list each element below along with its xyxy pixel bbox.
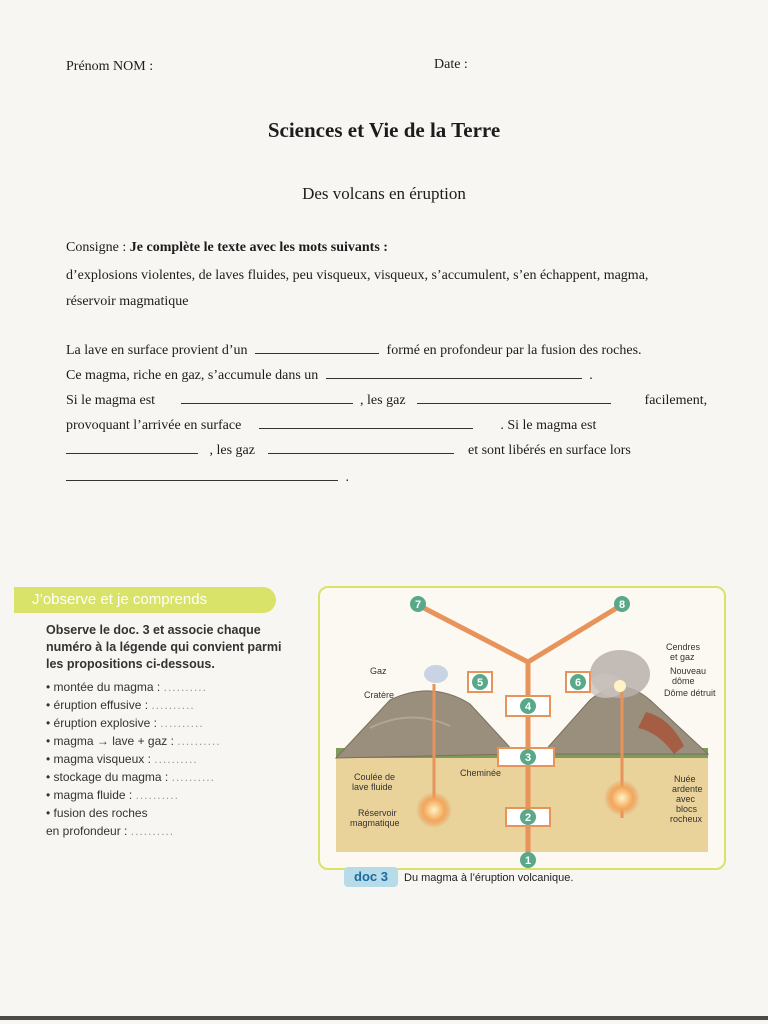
exercise-text: et sont libérés en surface lors — [467, 443, 631, 458]
exercise-line-1 — [66, 341, 642, 359]
label-nuee: avec — [676, 794, 696, 804]
number-badge — [614, 596, 630, 612]
answer-blank[interactable] — [268, 441, 454, 454]
gas-puff — [424, 665, 448, 683]
exercise-text: , les gaz — [209, 443, 255, 458]
answer-blank[interactable] — [326, 366, 582, 379]
label-dome-detruit: Dôme détruit — [664, 688, 716, 698]
list-item: • magma → lave + gaz : .......... — [46, 734, 221, 748]
answer-blank[interactable] — [259, 416, 473, 429]
exercise-text: facilement, — [644, 393, 708, 408]
list-item: • montée du magma : .......... — [46, 680, 207, 694]
label-cheminee: Cheminée — [460, 768, 502, 778]
left-volcano — [336, 691, 516, 758]
label-nuee: ardente — [672, 784, 703, 794]
exercise-text: Si le magma est — [66, 393, 156, 408]
label-gaz: Gaz — [370, 666, 387, 676]
word-bank: d’explosions violentes, de laves fluides, peu visqueux, visqueux, s’accumulent, s’en échappent, magma, réservoir magmatique — [66, 268, 649, 309]
svg-text:6: 6 — [574, 677, 582, 689]
label-cratere: Cratère — [364, 690, 395, 700]
list-item: • fusion des roches — [46, 806, 148, 820]
consigne-prefix: Consigne : — [66, 240, 130, 255]
name-label: Prénom NOM : — [66, 59, 154, 74]
number-badge — [570, 674, 586, 690]
magma-branches — [420, 606, 620, 662]
date-label: Date : — [434, 57, 468, 72]
list-item: • éruption explosive : .......... — [46, 716, 204, 730]
svg-text:5: 5 — [476, 677, 484, 689]
exercise-text: La lave en surface provient d’un — [66, 343, 248, 358]
svg-text:4: 4 — [524, 701, 532, 713]
exercise-line-2 — [66, 366, 593, 384]
exercise-line-6 — [66, 468, 349, 486]
list-item: • stockage du magma : .......... — [46, 770, 215, 784]
exercise-text: Ce magma, riche en gaz, s’accumule dans un — [66, 368, 319, 383]
svg-text:1: 1 — [524, 855, 532, 867]
label-coulee: Coulée de — [354, 772, 396, 782]
doc-label: doc 3 — [344, 867, 398, 887]
answer-blank[interactable] — [417, 391, 611, 404]
label-nouveau-dome: Nouveau — [670, 666, 707, 676]
number-badge — [520, 698, 536, 714]
label-cendres: et gaz — [670, 652, 695, 662]
label-coulee: lave fluide — [352, 782, 393, 792]
label-reservoir: Réservoir — [358, 808, 397, 818]
list-item: • magma visqueux : .......... — [46, 752, 198, 766]
svg-text:2: 2 — [524, 812, 532, 824]
consigne — [66, 240, 388, 256]
label-nuee: blocs — [676, 804, 698, 814]
exercise-text: . Si le magma est — [500, 418, 597, 433]
exercise-text: formé en profondeur par la fusion des roches. — [386, 343, 642, 358]
doc-caption: Du magma à l’éruption volcanique. — [404, 872, 574, 884]
page-title: Sciences et Vie de la Terre — [267, 118, 501, 142]
svg-text:8: 8 — [618, 599, 626, 611]
label-nuee: Nuée — [674, 774, 696, 784]
label-nuee: rocheux — [670, 814, 703, 824]
exercise-text: provoquant l’arrivée en surface — [66, 418, 242, 433]
number-badge — [472, 674, 488, 690]
exercise-line-5 — [66, 441, 631, 459]
legend-list — [46, 678, 306, 840]
answer-blank[interactable] — [66, 441, 198, 454]
label-cendres: Cendres — [666, 642, 701, 652]
number-badge — [520, 749, 536, 765]
dome-glow — [614, 680, 626, 692]
observe-instruction: Observe le doc. 3 et associe chaque numéro à la légende qui convient parmi les propositions ci-dessous. — [46, 623, 282, 671]
answer-blank[interactable] — [181, 391, 353, 404]
svg-text:7: 7 — [414, 599, 422, 611]
volcano-diagram-frame — [318, 586, 726, 870]
exercise-text: , les gaz — [360, 393, 406, 408]
svg-text:3: 3 — [524, 752, 532, 764]
answer-blank[interactable] — [66, 468, 338, 481]
page-subtitle: Des volcans en éruption — [302, 184, 466, 203]
exercise-text: . — [589, 368, 593, 383]
exercise-line-3 — [66, 391, 707, 409]
consigne-instruction: Je complète le texte avec les mots suivants : — [129, 240, 388, 255]
number-badge — [520, 852, 536, 868]
page-edge — [0, 1016, 768, 1020]
label-reservoir: magmatique — [350, 818, 400, 828]
list-item: • magma fluide : .......... — [46, 788, 179, 802]
exercise-text: . — [345, 470, 349, 485]
answer-blank[interactable] — [255, 341, 379, 354]
number-badge — [410, 596, 426, 612]
list-item: • éruption effusive : .......... — [46, 698, 195, 712]
section-banner: J’observe et je comprends — [14, 587, 276, 613]
list-item: en profondeur : .......... — [46, 824, 175, 838]
volcano-diagram — [320, 588, 724, 868]
number-badge — [520, 809, 536, 825]
label-nouveau-dome: dôme — [672, 676, 695, 686]
exercise-line-4 — [66, 416, 596, 434]
reservoir-right — [604, 780, 640, 816]
reservoir-left — [416, 792, 452, 828]
